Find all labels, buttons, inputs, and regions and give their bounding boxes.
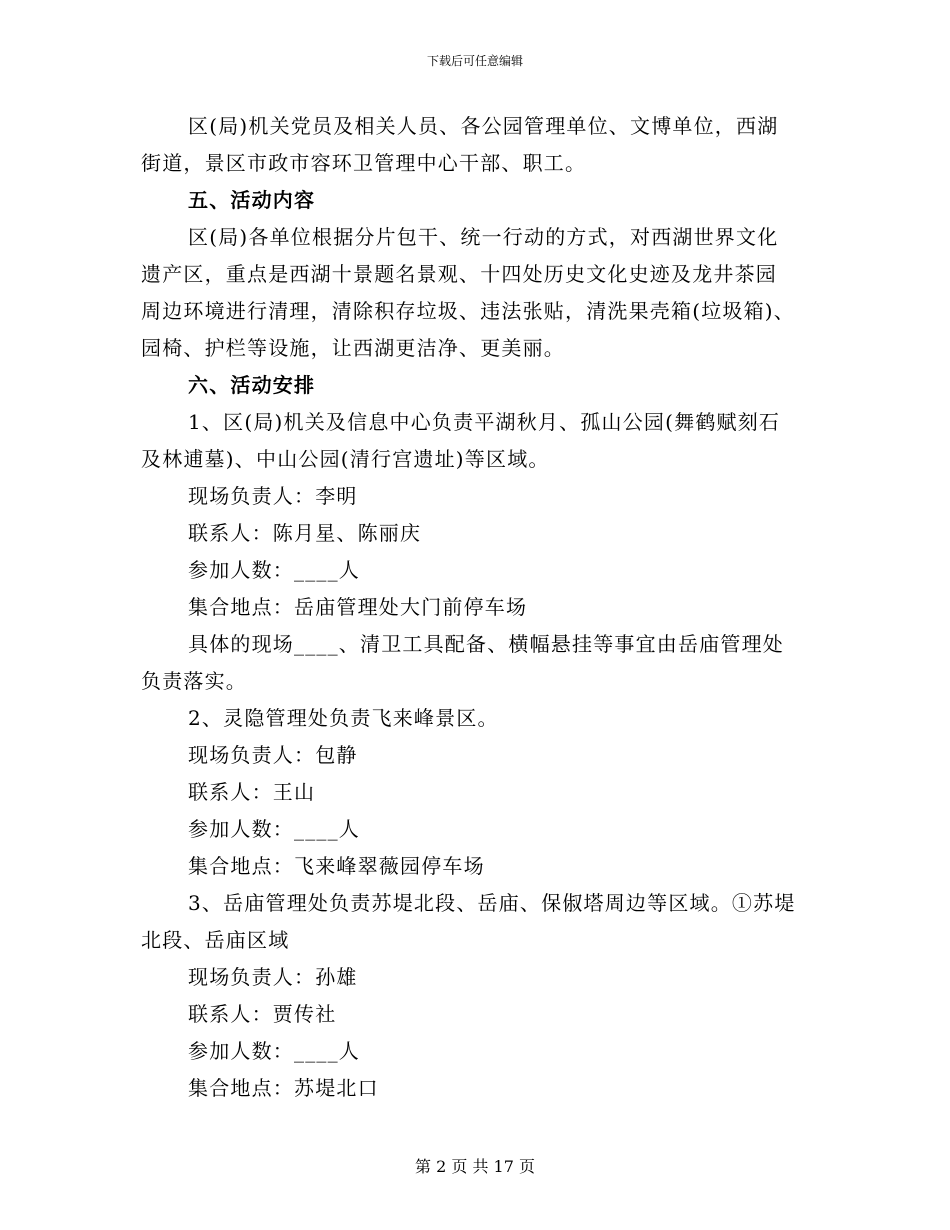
body-line: 具体的现场____、清卫工具配备、横幅悬挂等事宜由岳庙管理处 xyxy=(188,632,784,656)
body-line: 区(局)机关党员及相关人员、各公园管理单位、文博单位，西湖 xyxy=(188,114,779,138)
body-line: 参加人数：____人 xyxy=(188,1039,360,1063)
body-line: 现场负责人：包静 xyxy=(188,743,358,767)
body-line: 负责落实。 xyxy=(141,669,247,693)
body-line: 参加人数：____人 xyxy=(188,558,360,582)
section-heading: 六、活动安排 xyxy=(188,373,316,397)
page-header-note: 下载后可任意编辑 xyxy=(426,54,523,68)
body-line: 现场负责人：李明 xyxy=(188,484,358,508)
body-line: 联系人：贾传社 xyxy=(188,1002,337,1026)
body-line: 集合地点：飞来峰翠薇园停车场 xyxy=(188,854,485,878)
body-line: 集合地点：岳庙管理处大门前停车场 xyxy=(188,595,528,619)
body-line: 园椅、护栏等设施，让西湖更洁净、更美丽。 xyxy=(141,336,565,360)
body-line: 现场负责人：孙雄 xyxy=(188,965,358,989)
body-line: 联系人：王山 xyxy=(188,780,316,804)
body-line: 及林逋墓)、中山公园(清行宫遗址)等区域。 xyxy=(141,447,550,471)
body-line: 北段、岳庙区域 xyxy=(141,928,290,952)
section-heading: 五、活动内容 xyxy=(188,188,316,212)
body-line: 街道，景区市政市容环卫管理中心干部、职工。 xyxy=(141,151,587,175)
body-line: 2、灵隐管理处负责飞来峰景区。 xyxy=(188,706,499,730)
body-line: 集合地点：苏堤北口 xyxy=(188,1076,379,1100)
body-line: 3、岳庙管理处负责苏堤北段、岳庙、保俶塔周边等区域。①苏堤 xyxy=(188,891,796,915)
page-number-footer: 第 2 页 共 17 页 xyxy=(415,1157,535,1176)
body-line: 遗产区，重点是西湖十景题名景观、十四处历史文化史迹及龙井茶园 xyxy=(141,262,777,286)
document-body xyxy=(141,108,811,1107)
body-line: 区(局)各单位根据分片包干、统一行动的方式，对西湖世界文化 xyxy=(188,225,779,249)
body-line: 联系人：陈月星、陈丽庆 xyxy=(188,521,422,545)
body-line: 周边环境进行清理，清除积存垃圾、违法张贴，清洗果壳箱(垃圾箱)、 xyxy=(141,299,796,323)
body-line: 参加人数：____人 xyxy=(188,817,360,841)
body-line: 1、区(局)机关及信息中心负责平湖秋月、孤山公园(舞鹤赋刻石 xyxy=(188,410,781,434)
